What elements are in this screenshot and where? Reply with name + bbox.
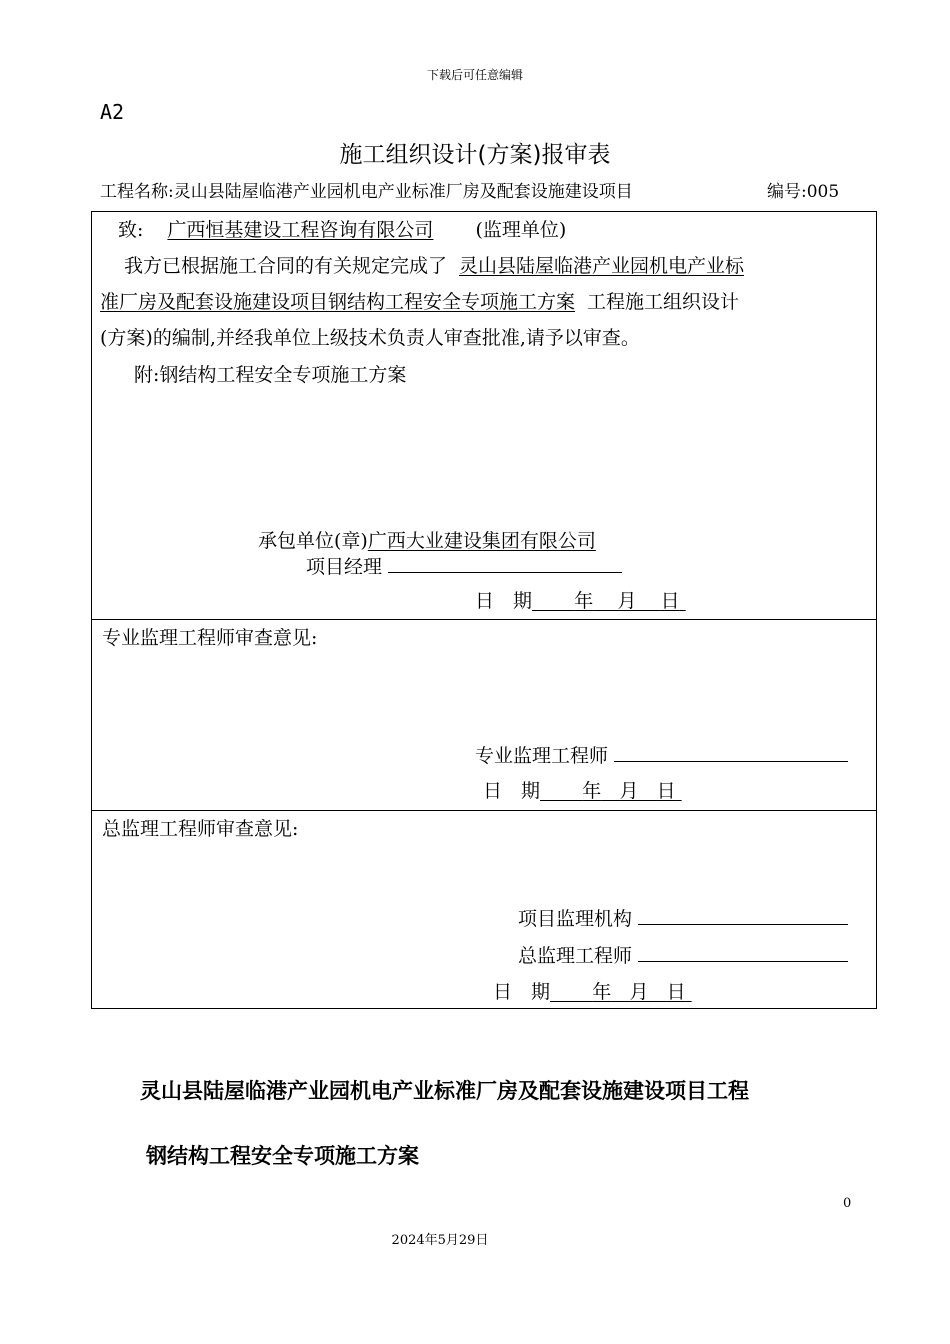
addressee-line	[118, 215, 566, 242]
org-signature-line	[638, 906, 848, 925]
chief-signature-line	[638, 943, 848, 962]
addressee-suffix: (监理单位)	[475, 219, 567, 241]
manager-label: 项目经理	[306, 556, 383, 578]
supervisor-name: 广西恒基建设工程咨询有限公司	[167, 219, 434, 241]
contractor-name: 广西大业建设集团有限公司	[367, 530, 596, 552]
engineer-sign-line	[475, 741, 848, 768]
form-number: 编号:005	[767, 182, 840, 202]
cover-title-line-2: 钢结构工程安全专项施工方案	[146, 1144, 419, 1168]
chief-sign-line	[518, 941, 848, 968]
date-label: 日 期	[493, 981, 551, 1003]
contractor-line	[258, 526, 602, 553]
body-line-3: (方案)的编制,并经我单位上级技术负责人审查批准,请予以审查。	[100, 327, 640, 349]
form-title: 施工组织设计(方案)报审表	[339, 142, 611, 168]
attachment-line: 附:钢结构工程安全专项施工方案	[134, 364, 407, 386]
addressee-prefix: 致:	[118, 219, 144, 241]
month-label: 月	[629, 981, 649, 1003]
year-label: 年	[582, 780, 602, 802]
submission-section	[91, 211, 877, 620]
manager-signature-line	[388, 554, 622, 573]
date-label: 日 期	[475, 590, 533, 612]
engineer-signature-line	[614, 743, 848, 762]
org-sign-line	[518, 904, 848, 931]
day-label: 日	[656, 780, 676, 802]
date-label: 日 期	[483, 780, 541, 802]
chief-label: 总监理工程师	[518, 945, 633, 967]
org-label: 项目监理机构	[518, 908, 633, 930]
date-line	[475, 586, 686, 613]
project-name-label: 工程名称:灵山县陆屋临港产业园机电产业标准厂房及配套设施建设项目	[100, 182, 633, 202]
day-label: 日	[666, 981, 686, 1003]
engineer-review-section	[91, 619, 877, 811]
chief-review-section	[91, 810, 877, 1009]
form-code: A2	[100, 100, 125, 124]
plan-name-part2: 准厂房及配套设施建设项目钢结构工程安全专项施工方案	[100, 291, 576, 313]
chief-review-title: 总监理工程师审查意见:	[102, 818, 299, 840]
manager-line	[306, 552, 622, 579]
header-note: 下载后可任意编辑	[426, 68, 523, 82]
body-line-2	[100, 287, 739, 314]
plan-name-part1: 灵山县陆屋临港产业园机电产业标	[459, 255, 745, 277]
month-label: 月	[617, 590, 637, 612]
engineer-label: 专业监理工程师	[475, 745, 609, 767]
year-label: 年	[574, 590, 594, 612]
page-number: 0	[843, 1196, 852, 1211]
day-label: 日	[660, 590, 680, 612]
engineer-date-line	[483, 776, 682, 803]
engineer-review-title: 专业监理工程师审查意见:	[102, 627, 318, 649]
body-text: 工程施工组织设计	[587, 291, 740, 313]
chief-date-line	[493, 977, 692, 1004]
year-label: 年	[592, 981, 612, 1003]
body-text: 我方已根据施工合同的有关规定完成了	[124, 255, 448, 277]
cover-title-line-1: 灵山县陆屋临港产业园机电产业标准厂房及配套设施建设项目工程	[140, 1079, 749, 1103]
month-label: 月	[619, 780, 639, 802]
body-line-1	[124, 251, 744, 278]
footer-date: 2024年5月29日	[391, 1233, 489, 1248]
contractor-label: 承包单位(章)	[258, 530, 368, 552]
